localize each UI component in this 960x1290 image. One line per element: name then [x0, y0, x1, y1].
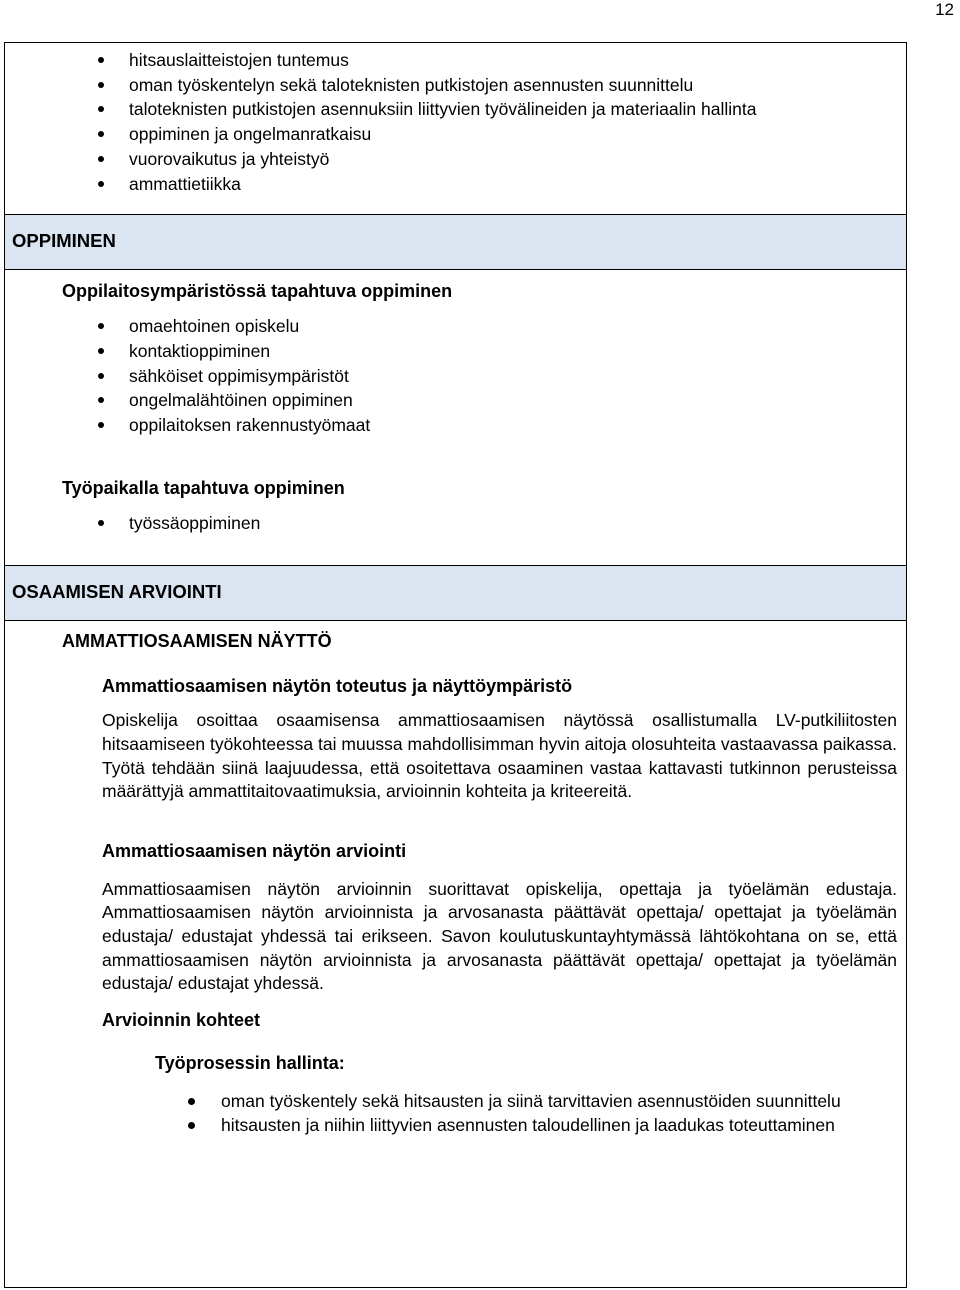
naytto-heading: AMMATTIOSAAMISEN NÄYTTÖ — [62, 631, 332, 652]
page-number: 12 — [935, 0, 954, 19]
workplace-learning-heading: Työpaikalla tapahtuva oppiminen — [62, 477, 345, 498]
list-item: ongelmalähtöinen oppiminen — [129, 388, 906, 413]
list-item: oppiminen ja ongelmanratkaisu — [129, 122, 906, 147]
arviointi-heading: OSAAMISEN ARVIOINTI — [5, 566, 906, 621]
list-item: oman työskentelyn sekä taloteknisten putkistojen asennusten suunnittelu — [129, 73, 906, 98]
tyoprosessi-list — [221, 1089, 881, 1137]
oppiminen-heading: OPPIMINEN — [5, 215, 906, 270]
list-item: hitsausten ja niihin liittyvien asennusten taloudellinen ja laadukas toteuttaminen — [221, 1113, 881, 1137]
kohteet-heading: Arvioinnin kohteet — [102, 1009, 261, 1030]
list-item: vuorovaikutus ja yhteistyö — [129, 147, 906, 172]
list-item: oppilaitoksen rakennustyömaat — [129, 413, 906, 438]
list-item: sähköiset oppimisympäristöt — [129, 364, 906, 389]
arviointi-section — [5, 621, 906, 1136]
list-item: ammattietiikka — [129, 172, 906, 197]
toteutus-paragraph: Opiskelija osoittaa osaamisensa ammattiosaamisen näytössä osallistumalla LV-putkiliitosten hitsaamiseen työkohteessa tai muussa mahdollisimman hyvin aitoja olosuhteita vastaavassa paikassa. Työtä tehdään siinä laajuudessa, että osoitettava osaaminen vastaa kattavasti tutkinnon perusteissa määrättyjä ammattitaitovaatimuksia, arvioinnin kohteita ja kriteereitä. — [102, 710, 897, 802]
list-item: hitsauslaitteistojen tuntemus — [129, 48, 906, 73]
list-item: omaehtoinen opiskelu — [129, 314, 906, 339]
school-learning-heading: Oppilaitosympäristössä tapahtuva oppiminen — [62, 281, 453, 302]
top-skills-section — [5, 43, 906, 215]
list-item: kontaktioppiminen — [129, 339, 906, 364]
list-item: työssäoppiminen — [129, 511, 906, 536]
workplace-learning-list — [129, 511, 906, 536]
document-frame — [4, 42, 907, 1288]
skills-list — [129, 48, 906, 196]
school-learning-list — [129, 314, 906, 438]
arviointi-paragraph: Ammattiosaamisen näytön arvioinnin suorittavat opiskelija, opettaja ja työelämän edustaja. Ammattiosaamisen näytön arvioinnista ja arvosanasta päättävät opettaja/ opettajat ja työelämän edustaja/ edustajat yhdessä tai erikseen. Savon koulutuskuntayhtymässä lähtökohtana on se, että ammattiosaamisen näytön arvioinnista ja arvosanasta päättävät opettaja/ opettajat ja työelämän edustaja/ edustajat yhdessä. — [102, 878, 897, 994]
list-item: taloteknisten putkistojen asennuksiin liittyvien työvälineiden ja materiaalin hallinta — [129, 97, 906, 122]
arviointi-subheading: Ammattiosaamisen näytön arviointi — [102, 840, 407, 861]
oppiminen-section — [5, 270, 906, 566]
toteutus-heading: Ammattiosaamisen näytön toteutus ja näyttöympäristö — [102, 676, 573, 697]
list-item: oman työskentely sekä hitsausten ja siinä tarvittavien asennustöiden suunnittelu — [221, 1089, 881, 1113]
tyoprosessi-heading: Työprosessin hallinta: — [155, 1052, 345, 1073]
